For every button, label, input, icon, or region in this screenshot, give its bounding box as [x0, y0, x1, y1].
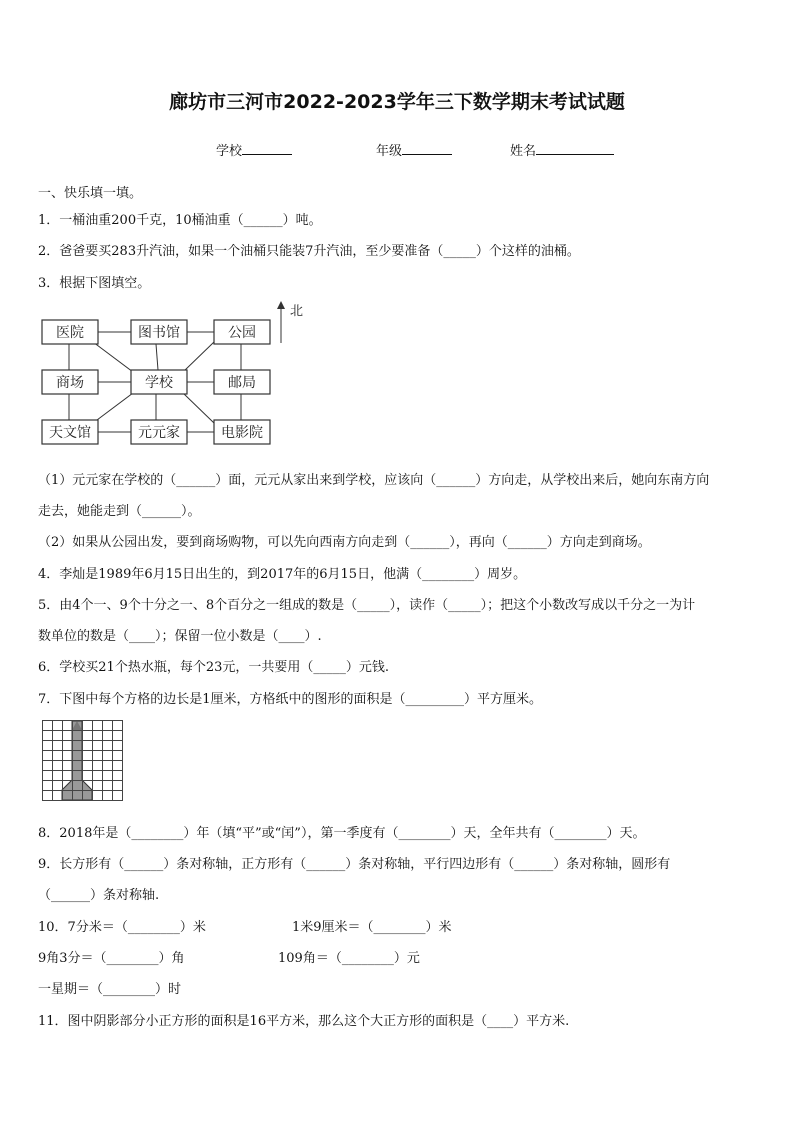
- label-cinema: 电影院: [221, 425, 263, 441]
- question-9-line-a: 9．长方形有（______）条对称轴，正方形有（______）条对称轴，平行四边形有（______）条对称轴，圆形有: [38, 857, 671, 872]
- question-2: 2．爸爸要买283升汽油，如果一个油桶只能装7升汽油，至少要准备（_____）个这样的油桶。: [38, 244, 580, 259]
- grade-blank[interactable]: [402, 140, 452, 155]
- question-3-1-line-a: （1）元元家在学校的（______）面，元元从家出来到学校，应该向（______）方向走，从学校出来后，她向东南方向: [38, 473, 710, 488]
- label-park: 公园: [228, 325, 256, 341]
- question-10-left-a: 10．7分米＝（________）米: [38, 920, 206, 935]
- direction-map: [38, 298, 308, 450]
- question-4: 4．李灿是1989年6月15日出生的，到2017年的6月15日，他满（________）周岁。: [38, 567, 527, 582]
- name-label: 姓名: [510, 144, 537, 159]
- question-1: 1．一桶油重200千克，10桶油重（______）吨。: [38, 213, 322, 228]
- question-5-line-b: 数单位的数是（____）；保留一位小数是（____）.: [38, 629, 322, 644]
- label-yuanyuan-home: 元元家: [138, 425, 180, 441]
- school-field: [216, 140, 292, 159]
- grade-field: [376, 140, 452, 159]
- label-post-office: 邮局: [228, 375, 256, 391]
- name-blank[interactable]: [536, 140, 614, 155]
- label-hospital: 医院: [56, 325, 84, 341]
- question-3-1-line-b: 走去，她能走到（______）。: [38, 504, 201, 519]
- question-3: 3．根据下图填空。: [38, 276, 151, 291]
- school-blank[interactable]: [242, 140, 292, 155]
- question-7: 7．下图中每个方格的边长是1厘米，方格纸中的图形的面积是（_________）平方厘米。: [38, 692, 543, 707]
- question-9-line-b: （______）条对称轴.: [38, 888, 160, 903]
- grid-figure: [42, 720, 124, 802]
- question-10-right-b: 109角＝（________）元: [278, 951, 420, 966]
- question-10-left-b: 9角3分＝（________）角: [38, 951, 185, 966]
- grade-label: 年级: [376, 144, 403, 159]
- school-label: 学校: [216, 144, 243, 159]
- label-mall: 商场: [56, 375, 84, 391]
- label-observatory: 天文馆: [49, 425, 91, 441]
- label-school: 学校: [145, 375, 173, 391]
- label-library: 图书馆: [138, 325, 180, 341]
- question-10-right-a: 1米9厘米＝（________）米: [292, 920, 452, 935]
- question-3-2: （2）如果从公园出发，要到商场购物，可以先向西南方向走到（______），再向（______）方向走到商场。: [38, 535, 651, 550]
- question-11: 11．图中阴影部分小正方形的面积是16平方米，那么这个大正方形的面积是（____）平方米.: [38, 1014, 570, 1029]
- name-field: [510, 140, 614, 159]
- section-heading: 一、快乐填一填。: [38, 186, 143, 201]
- question-10-c: 一星期＝（________）时: [38, 982, 182, 997]
- page-title: 廊坊市三河市2022-2023学年三下数学期末考试试题: [169, 91, 625, 113]
- north-label: 北: [290, 304, 304, 319]
- question-5-line-a: 5．由4个一、9个十分之一、8个百分之一组成的数是（_____），读作（_____）；把这个小数改写成以千分之一为计: [38, 598, 696, 613]
- question-6: 6．学校买21个热水瓶，每个23元，一共要用（_____）元钱.: [38, 660, 389, 675]
- question-8: 8．2018年是（________）年（填“平”或“闰”），第一季度有（________）天，全年共有（________）天。: [38, 826, 646, 841]
